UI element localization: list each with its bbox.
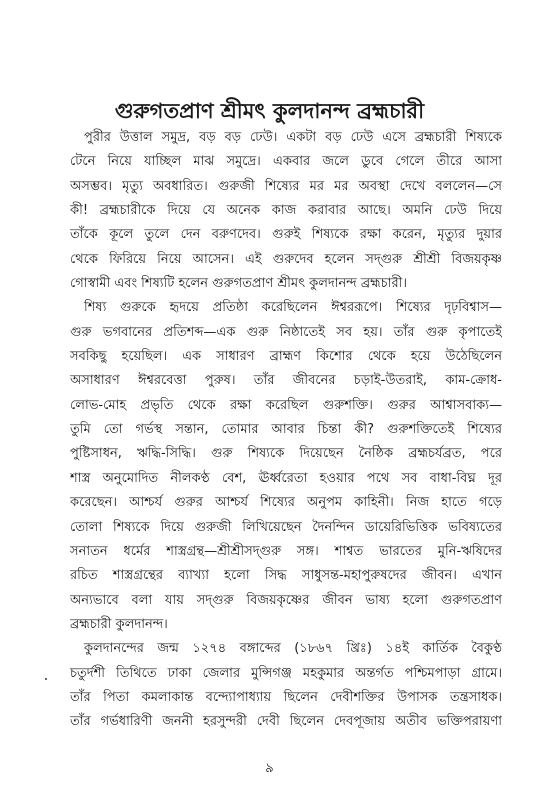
text-line: তাঁকে কূলে তুলে দেন বরুণদেব। গুরুই শিষ্যকে রক্ষা করেন, মৃত্যুর দুয়ার (70, 227, 502, 243)
scan-speck (45, 678, 47, 680)
text-line: তাঁর পিতা কমলাকান্ত বন্দ্যোপাধ্যায় ছিলেন দেবীশক্তির উপাসক তন্ত্রসাধক। (70, 689, 502, 705)
text-line: রচিত শাস্ত্রগ্রন্থের ব্যাখ্যা হলো সিদ্ধ সাধুসন্ত-মহাপুরুষদের জীবন। এখান (70, 568, 502, 584)
text-line: কুলদানন্দের জন্ম ১২৭৪ বঙ্গাব্দের (১৮৬৭ খ্রিঃ) ১৪ই কার্তিক বৈকুণ্ঠ (84, 641, 502, 657)
paragraph-2 (70, 296, 502, 637)
text-line: চতুর্দশী তিথিতে ঢাকা জেলার মুন্সিগঞ্জ মহকুমার অন্তর্গত পশ্চিমপাড়া গ্রামে। (70, 665, 502, 681)
text-line: পুরীর উত্তাল সমুদ্র, বড় বড় ঢেউ। একটা বড় ঢেউ এসে ব্রহ্মচারী শিষ্যকে (84, 130, 502, 145)
text-line: সবকিছু হয়েছিল। এক সাধারণ ব্রাহ্মণ কিশোর থেকে হয়ে উঠেছিলেন (70, 349, 502, 365)
text-line: করেছেন। আশ্চর্য গুরুর আশ্চর্য শিষ্যের অনুপম কাহিনী। নিজ হাতে গড়ে (70, 495, 502, 511)
text-line: গুরু ভগবানের প্রতিশব্দ—এক গুরু নিষ্ঠাতেই সব হয়। তাঁর গুরু কৃপাতেই (70, 324, 502, 340)
text-line: শিষ্য গুরুকে হৃদয়ে প্রতিষ্ঠা করেছিলেন ঈশ্বররূপে। শিষ্যের দৃঢ়বিশ্বাস— (84, 300, 502, 316)
text-line: তাঁর গর্ভধারিণী জননী হরসুন্দরী দেবী ছিলেন দেবপূজায় অতীব ভক্তিপরায়ণা (70, 714, 502, 730)
text-line: গোস্বামী এবং শিষ্যটি হলেন গুরুগতপ্রাণ শ্রীমৎ কুলদানন্দ ব্রহ্মচারী। (70, 276, 407, 292)
text-line: কী! ব্রহ্মচারীকে দিয়ে যে অনেক কাজ করাবার আছে। অমনি ঢেউ দিয়ে (70, 203, 502, 219)
text-line: অসাধারণ ঈশ্বরবেত্তা পুরুষ। তাঁর জীবনের চড়াই-উতরাই, কাম-ক্রোধ- (70, 373, 502, 389)
text-line: ব্রহ্মচারী কুলদানন্দ। (70, 616, 168, 632)
text-line: অসম্ভব। মৃত্যু অবধারিত। গুরুজী শিষ্যের মর মর অবস্থা দেখে বললেন—সে (70, 178, 502, 194)
text-line: পুষ্টিসাধন, ঋদ্ধি-সিদ্ধি। গুরু শিষ্যকে দিয়েছেন নৈষ্ঠিক ব্রহ্মচর্যব্রত, পরে (70, 446, 502, 462)
body-text (70, 126, 502, 735)
text-line: থেকে ফিরিয়ে নিয়ে আসেন। এই গুরুদেব হলেন সদ্গুরু শ্রীশ্রী বিজয়কৃষ্ণ (70, 251, 502, 267)
text-line: তোলা শিষ্যকে দিয়ে গুরুজী লিখিয়েছেন দৈনন্দিন ডায়েরিভিত্তিক ভবিষ্যতের (70, 519, 502, 535)
text-line: তুমি তো গর্ভস্থ সন্তান, তোমার আবার চিন্তা কী? গুরুশক্তিতেই শিষ্যের (70, 422, 502, 438)
paragraph-3 (70, 637, 502, 734)
text-line: অন্যভাবে বলা যায় সদ্গুরু বিজয়কৃষ্ণের জীবন ভাষ্য হলো গুরুগতপ্রাণ (70, 592, 502, 608)
text-line: লোভ-মোহ প্রভৃতি থেকে রক্ষা করেছিল গুরুশক্তি। গুরুর আশ্বাসবাক্য— (70, 397, 502, 413)
chapter-title: গুরুগতপ্রাণ শ্রীমৎ কুলদানন্দ ব্রহ্মচারী (114, 99, 425, 124)
text-line: সনাতন ধর্মের শাস্ত্রগ্রন্থ—শ্রীশ্রীসদ্গুরু সঙ্গ। শাশ্বত ভারতের মুনি-ঋষিদের (70, 543, 502, 559)
paragraph-1 (70, 126, 502, 296)
text-line: শাস্ত্র অনুমোদিত নীলকণ্ঠ বেশ, ঊর্ধ্বরেতা হওয়ার পথে সব বাধা-বিঘ্ন দূর (70, 470, 502, 486)
text-line: টেনে নিয়ে যাচ্ছিল মাঝ সমুদ্রে। একবার জলে ডুবে গেলে তীরে আসা (70, 154, 502, 170)
page-number: ৯ (265, 761, 274, 776)
